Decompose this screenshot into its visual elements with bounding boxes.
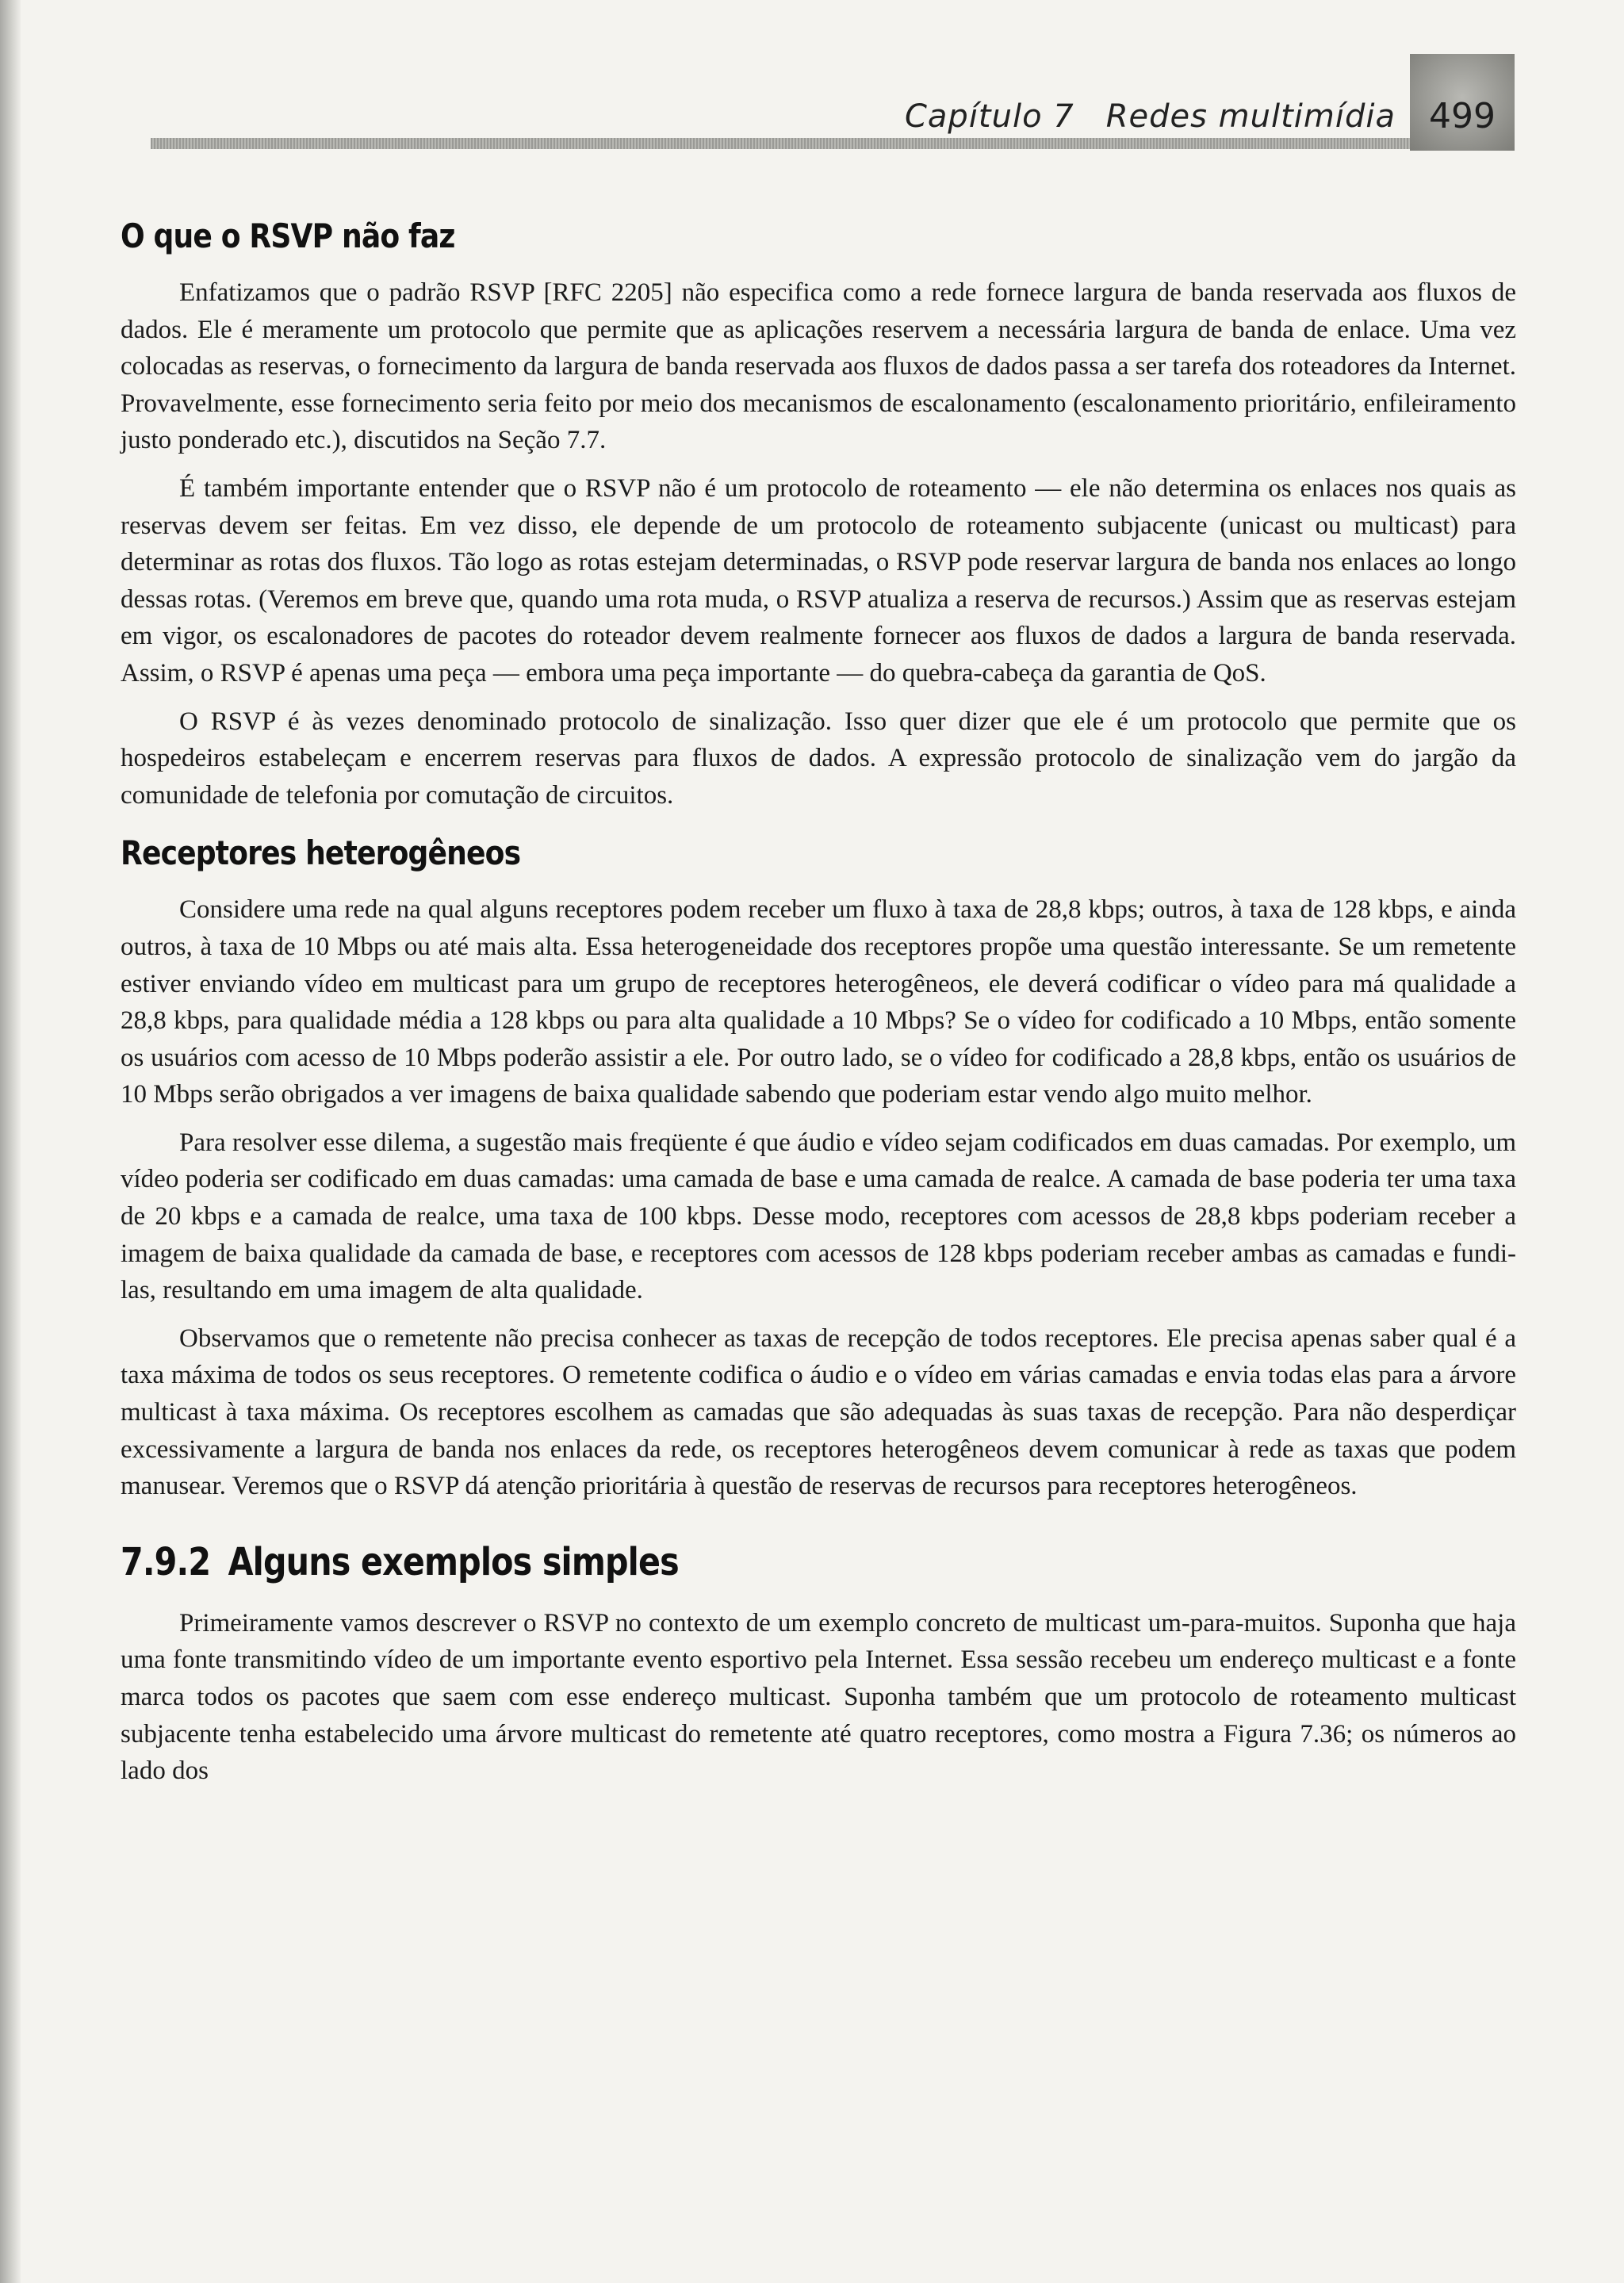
running-header (151, 86, 1515, 149)
paragraph: Primeiramente vamos descrever o RSVP no contexto de um exemplo concreto de multicast um-para-muitos. Suponha que haja uma fonte transmitindo vídeo de um importante evento esportivo pela Internet. Essa sessão recebeu um endereço multicast e a fonte marca todos os pacotes que saem com esse endereço multicast. Suponha também que um protocolo de roteamento multicast subjacente tenha estabelecido uma árvore multicast do remetente até quatro receptores, como mostra a Figura 7.36; os números ao lado dos (121, 1608, 1516, 1786)
paragraph: Considere uma rede na qual alguns receptores podem receber um fluxo à taxa de 28,8 kbps; outros, à taxa de 128 kbps, e ainda outros, à taxa de 10 Mbps ou até mais alta. Essa heterogeneidade dos receptores propõe uma questão interessante. Se um remetente estiver enviando vídeo em multicast para um grupo de receptores heterogêneos, ele deverá codificar o vídeo para má qualidade a 28,8 kbps, para qualidade média a 128 kbps ou para alta qualidade a 10 Mbps? Se o vídeo for codificado a 10 Mbps, então somente os usuários com acesso de 10 Mbps poderão assistir a ele. Por outro lado, se o vídeo for codificado a 28,8 kbps, então os usuários de 10 Mbps serão obrigados a ver imagens de baixa qualidade sabendo que poderiam estar vendo algo muito melhor. (121, 895, 1516, 1109)
subsection-heading (121, 1540, 1321, 1584)
header-rule (151, 138, 1410, 149)
paragraph: O RSVP é às vezes denominado protocolo de sinalização. Isso quer dizer que ele é um protocolo que permite que os hospedeiros estabeleçam e encerrem reservas para fluxos de dados. A expressão protocolo de sinalização vem do jargão da comunidade de telefonia por comutação de circuitos. (121, 707, 1516, 810)
page-number: 499 (1429, 95, 1496, 136)
paragraph: É também importante entender que o RSVP não é um protocolo de roteamento — ele não determina os enlaces nos quais as reservas devem ser feitas. Em vez disso, ele depende de um protocolo de roteamento subjacente (unicast ou multicast) para determinar as rotas dos fluxos. Tão logo as rotas estejam determinadas, o RSVP pode reservar largura de banda nos enlaces ao longo dessas rotas. (Veremos em breve que, quando uma rota muda, o RSVP atualiza a reserva de recursos.) Assim que as reservas estejam em vigor, os escalonadores de pacotes do roteador devem realmente fornecer aos fluxos de dados a largura de banda reservada. Assim, o RSVP é apenas uma peça — embora uma peça importante — do quebra-cabeça da garantia de QoS. (121, 473, 1516, 688)
header-text (905, 98, 1396, 135)
section-heading: Receptores heterogêneos (121, 833, 521, 873)
section-number: 7.9.2 (121, 1539, 211, 1584)
section-heading: O que o RSVP não faz (121, 216, 455, 255)
book-spine-shadow (0, 0, 21, 2283)
paragraph: Para resolver esse dilema, a sugestão mais freqüente é que áudio e vídeo sejam codificados em duas camadas. Por exemplo, um vídeo poderia ser codificado em duas camadas: uma camada de base e uma camada de realce. A camada de base poderia ter uma taxa de 20 kbps e a camada de realce, uma taxa de 100 kbps. Desse modo, receptores com acessos de 28,8 kbps poderiam receber a imagem de baixa qualidade da camada de base, e receptores com acessos de 128 kbps poderiam receber ambas as camadas e fundi-las, resultando em uma imagem de alta qualidade. (121, 1128, 1516, 1305)
paragraph: Observamos que o remetente não precisa conhecer as taxas de recepção de todos receptores. Ele precisa apenas saber qual é a taxa máxima de todos os seus receptores. O remetente codifica o áudio e o vídeo em várias camadas e envia todas elas para a árvore multicast à taxa máxima. Os receptores escolhem as camadas que são adequadas às suas taxas de recepção. Para não desperdiçar excessivamente a largura de banda nos enlaces da rede, os receptores heterogêneos devem comunicar à rede as taxas que podem manusear. Veremos que o RSVP dá atenção prioritária à questão de reservas de recursos para receptores heterogêneos. (121, 1323, 1516, 1501)
page-number-badge (1410, 54, 1515, 151)
section-title: Alguns exemplos simples (228, 1539, 679, 1584)
paragraph: Enfatizamos que o padrão RSVP [RFC 2205] não especifica como a rede fornece largura de banda reservada aos fluxos de dados. Ele é meramente um protocolo que permite que as aplicações reservem a necessária largura de banda de enlace. Uma vez colocadas as reservas, o fornecimento da largura de banda reservada aos fluxos de dados passa a ser tarefa dos roteadores da Internet. Provavelmente, esse fornecimento seria feito por meio dos mecanismos de escalonamento (escalonamento prioritário, enfileiramento justo ponderado etc.), discutidos na Seção 7.7. (121, 278, 1516, 455)
page-body (121, 214, 1516, 1801)
chapter-label: Capítulo 7 (904, 98, 1074, 135)
chapter-title: Redes multimídia (1105, 98, 1396, 135)
